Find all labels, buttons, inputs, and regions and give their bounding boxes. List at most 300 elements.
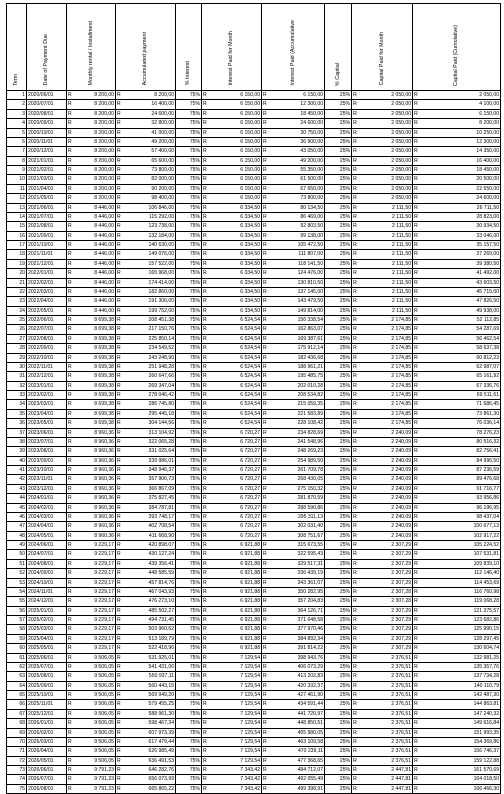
table-row: [7, 531, 501, 540]
currency-symbol: R: [116, 428, 124, 437]
currency-symbol: R: [116, 756, 124, 765]
currency-symbol: R: [413, 109, 421, 118]
cell-interest-pct: 75%: [176, 325, 202, 334]
cell-monthly: 8 960,36: [75, 531, 116, 540]
cell-date: 2024/11/01: [27, 587, 67, 596]
currency-symbol: R: [262, 541, 270, 550]
table-row: [7, 719, 501, 728]
cell-accumulated: 467 043,93: [124, 587, 176, 596]
cell-interest-month: 6 921,88: [211, 587, 262, 596]
currency-symbol: R: [67, 437, 75, 446]
cell-capital-pct: 25%: [325, 391, 352, 400]
cell-date: 2022/02/01: [27, 278, 67, 287]
cell-capital-pct: 25%: [325, 334, 352, 343]
cell-monthly: 9 506,05: [75, 700, 116, 709]
cell-monthly: 9 229,17: [75, 616, 116, 625]
cell-interest-month: 6 334,50: [211, 250, 262, 259]
col-header-interest-pct: [176, 4, 202, 91]
currency-symbol: R: [116, 784, 124, 793]
table-row: [7, 119, 501, 128]
cell-term: 51: [7, 559, 27, 568]
cell-capital-month: 2 307,28: [360, 587, 413, 596]
cell-accumulated: 106 846,00: [124, 203, 176, 212]
cell-capital-pct: 25%: [325, 700, 352, 709]
cell-interest-pct: 75%: [176, 784, 202, 793]
cell-accumulated: 313 104,92: [124, 428, 176, 437]
currency-symbol: R: [67, 109, 75, 118]
cell-capital-acc: 30 934,50: [421, 222, 501, 231]
cell-capital-month: 2 050,00: [360, 137, 413, 146]
cell-interest-month: 6 334,50: [211, 297, 262, 306]
cell-monthly: 9 506,05: [75, 747, 116, 756]
col-header-interest-month-label: Interest Paid for Month: [228, 31, 235, 86]
cell-interest-month: 6 720,27: [211, 494, 262, 503]
currency-symbol: R: [352, 512, 360, 521]
cell-date: 2023/05/01: [27, 419, 67, 428]
cell-interest-pct: 75%: [176, 691, 202, 700]
col-header-date-label: Date of Payment Due: [43, 34, 50, 86]
table-row: [7, 484, 501, 493]
cell-accumulated: 24 600,00: [124, 109, 176, 118]
currency-symbol: R: [413, 775, 421, 784]
currency-symbol: R: [67, 325, 75, 334]
currency-symbol: R: [202, 166, 211, 175]
currency-symbol: R: [352, 269, 360, 278]
cell-accumulated: 208 451,38: [124, 316, 176, 325]
cell-capital-pct: 25%: [325, 381, 352, 390]
currency-symbol: R: [202, 606, 211, 615]
currency-symbol: R: [352, 381, 360, 390]
currency-symbol: R: [67, 391, 75, 400]
col-header-capital-month-label: Capital Paid for Month: [378, 32, 385, 86]
cell-interest-pct: 75%: [176, 541, 202, 550]
cell-accumulated: 225 850,14: [124, 334, 176, 343]
cell-monthly: 8 699,38: [75, 344, 116, 353]
currency-symbol: R: [352, 559, 360, 568]
cell-accumulated: 65 600,00: [124, 156, 176, 165]
cell-capital-month: 2 174,85: [360, 409, 413, 418]
cell-capital-month: 2 111,50: [360, 231, 413, 240]
cell-date: 2021/02/01: [27, 166, 67, 175]
currency-symbol: R: [116, 681, 124, 690]
cell-monthly: 9 229,17: [75, 606, 116, 615]
cell-term: 43: [7, 484, 27, 493]
cell-term: 49: [7, 541, 27, 550]
currency-symbol: R: [262, 578, 270, 587]
cell-accumulated: 393 748,17: [124, 512, 176, 521]
cell-capital-pct: 25%: [325, 541, 352, 550]
table-row: [7, 691, 501, 700]
col-header-interest-pct-label: % Interest: [185, 61, 192, 86]
currency-symbol: R: [413, 456, 421, 465]
cell-interest-month: 6 334,50: [211, 222, 262, 231]
cell-capital-acc: 35 157,50: [421, 241, 501, 250]
cell-capital-month: 2 174,85: [360, 419, 413, 428]
currency-symbol: R: [67, 494, 75, 503]
currency-symbol: R: [116, 747, 124, 756]
currency-symbol: R: [116, 419, 124, 428]
cell-monthly: 8 200,00: [75, 100, 116, 109]
cell-capital-pct: 25%: [325, 644, 352, 653]
cell-capital-pct: 25%: [325, 597, 352, 606]
currency-symbol: R: [116, 287, 124, 296]
cell-interest-acc: 92 803,50: [270, 222, 325, 231]
cell-capital-month: 2 111,50: [360, 297, 413, 306]
currency-symbol: R: [413, 400, 421, 409]
cell-accumulated: 476 273,10: [124, 597, 176, 606]
currency-symbol: R: [202, 784, 211, 793]
cell-accumulated: 269 347,04: [124, 381, 176, 390]
cell-interest-acc: 343 361,07: [270, 578, 325, 587]
cell-date: 2021/09/01: [27, 231, 67, 240]
currency-symbol: R: [202, 709, 211, 718]
cell-monthly: 9 506,05: [75, 653, 116, 662]
cell-interest-acc: 43 050,00: [270, 147, 325, 156]
cell-capital-pct: 25%: [325, 306, 352, 315]
cell-interest-acc: 275 150,32: [270, 484, 325, 493]
cell-term: 73: [7, 766, 27, 775]
currency-symbol: R: [67, 297, 75, 306]
currency-symbol: R: [202, 597, 211, 606]
cell-term: 39: [7, 447, 27, 456]
cell-date: 2024/02/01: [27, 503, 67, 512]
currency-symbol: R: [352, 419, 360, 428]
cell-capital-pct: 25%: [325, 653, 352, 662]
cell-capital-acc: 73 861,30: [421, 409, 501, 418]
cell-capital-acc: 69 511,61: [421, 391, 501, 400]
currency-symbol: R: [262, 381, 270, 390]
currency-symbol: R: [413, 616, 421, 625]
currency-symbol: R: [352, 700, 360, 709]
cell-monthly: 9 506,05: [75, 756, 116, 765]
currency-symbol: R: [116, 569, 124, 578]
cell-capital-acc: 26 711,50: [421, 203, 501, 212]
cell-capital-pct: 25%: [325, 212, 352, 221]
cell-term: 41: [7, 466, 27, 475]
currency-symbol: R: [413, 634, 421, 643]
col-header-capital-pct: [325, 4, 352, 91]
cell-accumulated: 73 800,00: [124, 166, 176, 175]
currency-symbol: R: [262, 775, 270, 784]
currency-symbol: R: [262, 231, 270, 240]
table-row: [7, 569, 501, 578]
cell-monthly: 9 506,05: [75, 662, 116, 671]
currency-symbol: R: [262, 662, 270, 671]
cell-interest-pct: 75%: [176, 128, 202, 137]
table-row: [7, 297, 501, 306]
cell-interest-acc: 308 751,67: [270, 531, 325, 540]
cell-interest-pct: 75%: [176, 550, 202, 559]
currency-symbol: R: [413, 569, 421, 578]
cell-term: 67: [7, 709, 27, 718]
cell-term: 57: [7, 616, 27, 625]
cell-monthly: 9 506,05: [75, 709, 116, 718]
currency-symbol: R: [202, 662, 211, 671]
cell-monthly: 8 960,36: [75, 466, 116, 475]
cell-interest-month: 6 524,54: [211, 316, 262, 325]
cell-term: 29: [7, 353, 27, 362]
currency-symbol: R: [116, 728, 124, 737]
currency-symbol: R: [202, 119, 211, 128]
cell-date: 2022/01/01: [27, 269, 67, 278]
cell-interest-acc: 384 892,34: [270, 634, 325, 643]
table-row: [7, 194, 501, 203]
cell-capital-month: 2 174,85: [360, 325, 413, 334]
cell-term: 71: [7, 747, 27, 756]
cell-term: 70: [7, 737, 27, 746]
currency-symbol: R: [116, 137, 124, 146]
cell-accumulated: 234 549,52: [124, 344, 176, 353]
cell-interest-month: 6 921,88: [211, 616, 262, 625]
currency-symbol: R: [202, 362, 211, 371]
currency-symbol: R: [116, 775, 124, 784]
cell-interest-pct: 75%: [176, 569, 202, 578]
cell-date: 2026/06/01: [27, 766, 67, 775]
currency-symbol: R: [352, 681, 360, 690]
cell-interest-month: 7 129,54: [211, 756, 262, 765]
cell-accumulated: 251 948,28: [124, 362, 176, 371]
cell-interest-pct: 75%: [176, 503, 202, 512]
cell-interest-acc: 18 450,00: [270, 109, 325, 118]
currency-symbol: R: [202, 775, 211, 784]
cell-interest-month: 6 150,00: [211, 91, 262, 100]
currency-symbol: R: [116, 691, 124, 700]
cell-term: 61: [7, 653, 27, 662]
cell-date: 2026/01/01: [27, 719, 67, 728]
cell-monthly: 8 699,38: [75, 409, 116, 418]
cell-term: 45: [7, 503, 27, 512]
currency-symbol: R: [202, 316, 211, 325]
cell-interest-pct: 75%: [176, 597, 202, 606]
currency-symbol: R: [116, 147, 124, 156]
cell-interest-pct: 75%: [176, 100, 202, 109]
cell-date: 2025/06/01: [27, 653, 67, 662]
currency-symbol: R: [67, 156, 75, 165]
cell-accumulated: 278 046,42: [124, 391, 176, 400]
cell-accumulated: 165 968,00: [124, 269, 176, 278]
currency-symbol: R: [262, 447, 270, 456]
cell-term: 74: [7, 775, 27, 784]
cell-interest-acc: 329 517,31: [270, 559, 325, 568]
cell-accumulated: 16 400,00: [124, 100, 176, 109]
cell-monthly: 9 506,05: [75, 737, 116, 746]
currency-symbol: R: [202, 147, 211, 156]
cell-capital-month: 2 240,09: [360, 475, 413, 484]
cell-monthly: 8 699,38: [75, 400, 116, 409]
currency-symbol: R: [262, 550, 270, 559]
col-header-interest-month: [202, 4, 262, 91]
cell-term: 5: [7, 128, 27, 137]
cell-capital-pct: 25%: [325, 269, 352, 278]
currency-symbol: R: [262, 728, 270, 737]
cell-date: 2021/10/01: [27, 241, 67, 250]
currency-symbol: R: [67, 719, 75, 728]
cell-term: 56: [7, 606, 27, 615]
col-header-date: [27, 4, 67, 91]
currency-symbol: R: [352, 259, 360, 268]
cell-interest-acc: 420 332,37: [270, 681, 325, 690]
currency-symbol: R: [413, 419, 421, 428]
cell-capital-acc: 156 746,37: [421, 747, 501, 756]
currency-symbol: R: [202, 728, 211, 737]
cell-capital-month: 2 240,09: [360, 484, 413, 493]
currency-symbol: R: [202, 437, 211, 446]
currency-symbol: R: [202, 391, 211, 400]
cell-interest-month: 6 921,88: [211, 606, 262, 615]
cell-capital-acc: 56 462,54: [421, 334, 501, 343]
currency-symbol: R: [352, 137, 360, 146]
currency-symbol: R: [116, 503, 124, 512]
currency-symbol: R: [262, 653, 270, 662]
currency-symbol: R: [262, 362, 270, 371]
cell-date: 2025/02/01: [27, 616, 67, 625]
table-row: [7, 381, 501, 390]
cell-term: 54: [7, 587, 27, 596]
cell-capital-month: 2 111,50: [360, 222, 413, 231]
cell-capital-acc: 123 682,86: [421, 616, 501, 625]
currency-symbol: R: [116, 184, 124, 193]
currency-symbol: R: [67, 259, 75, 268]
currency-symbol: R: [202, 231, 211, 240]
currency-symbol: R: [262, 681, 270, 690]
header-row: [7, 4, 501, 91]
cell-term: 69: [7, 728, 27, 737]
currency-symbol: R: [116, 334, 124, 343]
currency-symbol: R: [116, 709, 124, 718]
cell-capital-acc: 78 276,23: [421, 428, 501, 437]
cell-interest-month: 6 334,50: [211, 203, 262, 212]
cell-monthly: 9 791,23: [75, 766, 116, 775]
currency-symbol: R: [116, 700, 124, 709]
cell-capital-pct: 25%: [325, 156, 352, 165]
currency-symbol: R: [413, 475, 421, 484]
currency-symbol: R: [202, 241, 211, 250]
currency-symbol: R: [67, 522, 75, 531]
cell-capital-acc: 43 603,50: [421, 278, 501, 287]
cell-interest-pct: 75%: [176, 709, 202, 718]
cell-monthly: 9 791,23: [75, 775, 116, 784]
currency-symbol: R: [67, 381, 75, 390]
cell-monthly: 8 699,38: [75, 316, 116, 325]
cell-capital-month: 2 376,51: [360, 672, 413, 681]
cell-date: 2025/04/01: [27, 634, 67, 643]
cell-interest-pct: 75%: [176, 447, 202, 456]
cell-capital-pct: 25%: [325, 109, 352, 118]
cell-capital-acc: 65 161,92: [421, 372, 501, 381]
currency-symbol: R: [67, 559, 75, 568]
currency-symbol: R: [67, 372, 75, 381]
cell-accumulated: 32 800,00: [124, 119, 176, 128]
cell-accumulated: 41 000,00: [124, 128, 176, 137]
cell-interest-acc: 124 476,00: [270, 269, 325, 278]
cell-capital-acc: 37 269,00: [421, 250, 501, 259]
table-row: [7, 437, 501, 446]
cell-monthly: 8 200,00: [75, 109, 116, 118]
cell-interest-pct: 75%: [176, 259, 202, 268]
cell-date: 2020/06/01: [27, 91, 67, 100]
currency-symbol: R: [352, 775, 360, 784]
cell-term: 13: [7, 203, 27, 212]
cell-capital-month: 2 240,09: [360, 447, 413, 456]
currency-symbol: R: [413, 353, 421, 362]
cell-interest-acc: 61 500,00: [270, 175, 325, 184]
currency-symbol: R: [116, 409, 124, 418]
currency-symbol: R: [262, 719, 270, 728]
cell-capital-month: 2 376,51: [360, 681, 413, 690]
cell-monthly: 9 229,17: [75, 634, 116, 643]
currency-symbol: R: [67, 541, 75, 550]
currency-symbol: R: [413, 203, 421, 212]
cell-capital-acc: 87 236,59: [421, 466, 501, 475]
table-row: [7, 616, 501, 625]
cell-interest-pct: 75%: [176, 775, 202, 784]
cell-interest-acc: 202 010,28: [270, 381, 325, 390]
table-row: [7, 128, 501, 137]
cell-interest-acc: 406 073,29: [270, 662, 325, 671]
cell-monthly: 8 200,00: [75, 156, 116, 165]
currency-symbol: R: [262, 287, 270, 296]
cell-interest-acc: 221 583,89: [270, 409, 325, 418]
currency-symbol: R: [352, 541, 360, 550]
cell-capital-pct: 25%: [325, 428, 352, 437]
currency-symbol: R: [262, 137, 270, 146]
cell-date: 2022/11/01: [27, 362, 67, 371]
col-header-accumulated: [116, 4, 176, 91]
cell-interest-pct: 75%: [176, 372, 202, 381]
currency-symbol: R: [413, 503, 421, 512]
cell-interest-month: 6 524,54: [211, 353, 262, 362]
currency-symbol: R: [352, 250, 360, 259]
cell-capital-month: 2 307,29: [360, 616, 413, 625]
cell-capital-pct: 25%: [325, 194, 352, 203]
cell-date: 2021/01/01: [27, 156, 67, 165]
cell-capital-month: 2 240,09: [360, 466, 413, 475]
cell-term: 6: [7, 137, 27, 146]
cell-monthly: 8 960,36: [75, 512, 116, 521]
currency-symbol: R: [116, 766, 124, 775]
cell-date: 2023/07/01: [27, 437, 67, 446]
table-row: [7, 466, 501, 475]
currency-symbol: R: [413, 212, 421, 221]
currency-symbol: R: [352, 662, 360, 671]
cell-date: 2023/04/01: [27, 409, 67, 418]
currency-symbol: R: [352, 447, 360, 456]
currency-symbol: R: [116, 156, 124, 165]
cell-capital-acc: 112 146,40: [421, 569, 501, 578]
currency-symbol: R: [202, 559, 211, 568]
cell-capital-pct: 25%: [325, 709, 352, 718]
cell-capital-month: 2 174,85: [360, 353, 413, 362]
cell-interest-pct: 75%: [176, 409, 202, 418]
cell-capital-pct: 25%: [325, 681, 352, 690]
cell-interest-pct: 75%: [176, 391, 202, 400]
cell-term: 55: [7, 597, 27, 606]
cell-capital-month: 2 307,29: [360, 550, 413, 559]
currency-symbol: R: [116, 531, 124, 540]
cell-accumulated: 384 787,81: [124, 503, 176, 512]
currency-symbol: R: [413, 728, 421, 737]
cell-monthly: 8 446,00: [75, 306, 116, 315]
currency-symbol: R: [262, 456, 270, 465]
currency-symbol: R: [67, 119, 75, 128]
cell-capital-pct: 25%: [325, 747, 352, 756]
cell-interest-month: 6 921,88: [211, 550, 262, 559]
cell-term: 59: [7, 634, 27, 643]
cell-capital-acc: 154 369,86: [421, 737, 501, 746]
cell-interest-acc: 484 712,07: [270, 766, 325, 775]
cell-term: 36: [7, 419, 27, 428]
cell-capital-acc: 151 993,35: [421, 728, 501, 737]
